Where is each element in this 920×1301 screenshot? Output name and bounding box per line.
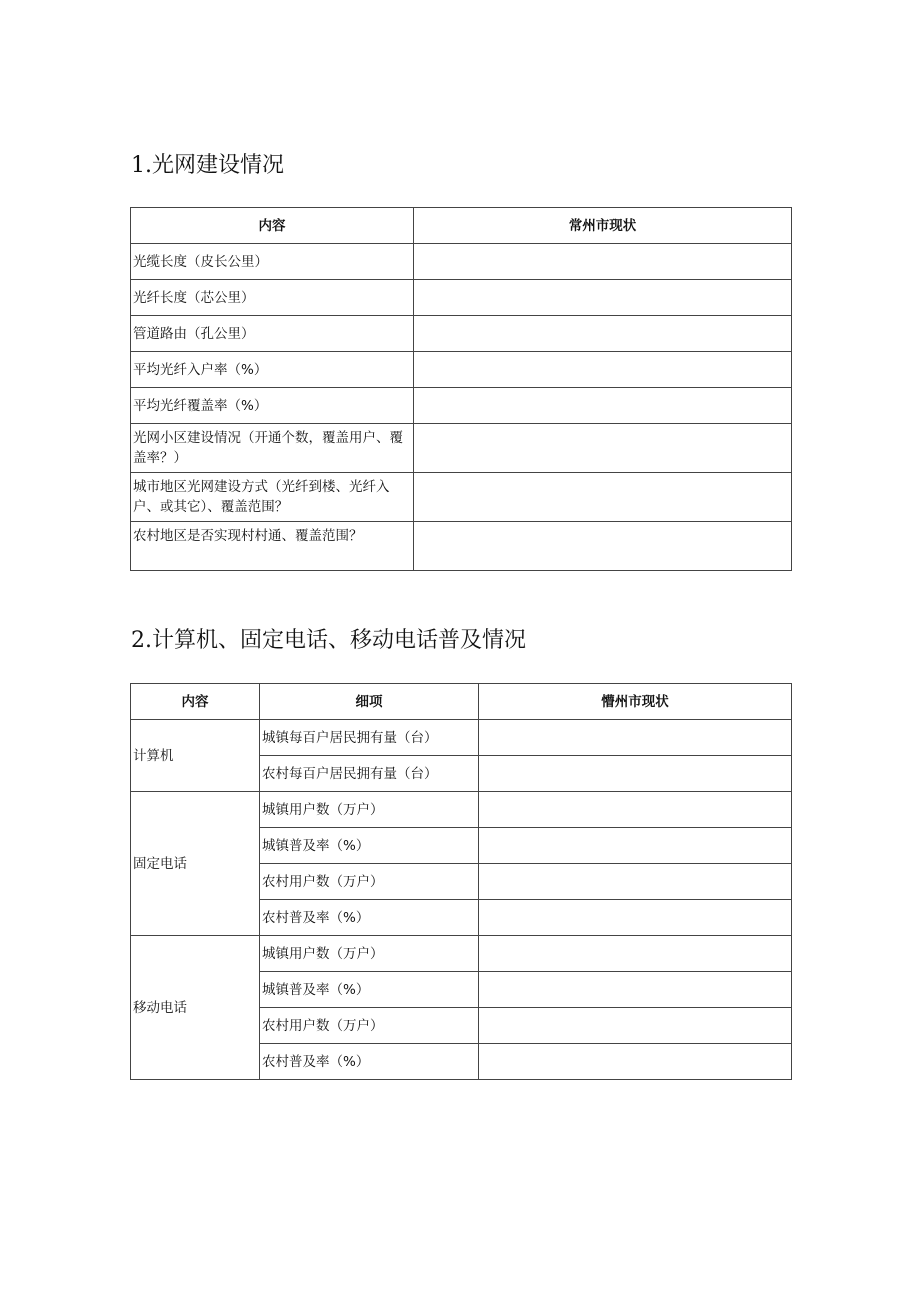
header-detail: 细项	[260, 684, 479, 720]
section-title-fiber: 1.光网建设情况	[131, 153, 284, 178]
table-header-row	[131, 208, 792, 244]
penetration-table	[130, 683, 792, 1080]
detail-label: 城镇用户数（万户）	[260, 792, 479, 828]
detail-label: 城镇每百户居民拥有量（台）	[260, 720, 479, 756]
row-label: 平均光纤入户率（%）	[131, 352, 414, 388]
row-value-cell[interactable]	[414, 473, 792, 522]
table-row	[131, 388, 792, 424]
row-value-cell[interactable]	[479, 792, 792, 828]
row-value-cell[interactable]	[414, 388, 792, 424]
header-content: 内容	[131, 684, 260, 720]
row-value-cell[interactable]	[479, 1008, 792, 1044]
header-status: 懵州市现状	[479, 684, 792, 720]
detail-label: 城镇普及率（%）	[260, 972, 479, 1008]
table-header-row	[131, 684, 792, 720]
table-row	[131, 280, 792, 316]
table-row	[131, 936, 792, 972]
group-label-mobile-phone: 移动电话	[131, 936, 260, 1080]
row-value-cell[interactable]	[479, 720, 792, 756]
detail-label: 农村每百户居民拥有量（台）	[260, 756, 479, 792]
section-title-penetration: 2.计算机、固定电话、移动电话普及情况	[131, 628, 526, 653]
table-row	[131, 424, 792, 473]
row-label: 平均光纤覆盖率（%）	[131, 388, 414, 424]
row-value-cell[interactable]	[414, 424, 792, 473]
row-value-cell[interactable]	[479, 756, 792, 792]
table-row	[131, 244, 792, 280]
table-row	[131, 473, 792, 522]
row-value-cell[interactable]	[414, 244, 792, 280]
table-row	[131, 792, 792, 828]
table-row	[131, 352, 792, 388]
detail-label: 农村用户数（万户）	[260, 864, 479, 900]
row-value-cell[interactable]	[479, 972, 792, 1008]
row-value-cell[interactable]	[479, 900, 792, 936]
row-value-cell[interactable]	[414, 316, 792, 352]
group-label-computer: 计算机	[131, 720, 260, 792]
row-value-cell[interactable]	[479, 864, 792, 900]
table-row	[131, 316, 792, 352]
row-value-cell[interactable]	[479, 828, 792, 864]
row-label: 农村地区是否实现村村通、覆盖范围？	[131, 522, 414, 571]
header-status: 常州市现状	[414, 208, 792, 244]
table-row	[131, 522, 792, 571]
row-label: 光网小区建设情况（开通个数，覆盖用户、覆盖率？）	[131, 424, 414, 473]
row-value-cell[interactable]	[414, 280, 792, 316]
detail-label: 农村普及率（%）	[260, 1044, 479, 1080]
row-label: 管道路由（孔公里）	[131, 316, 414, 352]
row-label: 光纤长度（芯公里）	[131, 280, 414, 316]
row-label: 城市地区光网建设方式（光纤到楼、光纤入户、或其它）、覆盖范围？	[131, 473, 414, 522]
header-content: 内容	[131, 208, 414, 244]
detail-label: 城镇普及率（%）	[260, 828, 479, 864]
detail-label: 城镇用户数（万户）	[260, 936, 479, 972]
detail-label: 农村普及率（%）	[260, 900, 479, 936]
fiber-network-table	[130, 207, 792, 571]
row-value-cell[interactable]	[414, 352, 792, 388]
row-value-cell[interactable]	[479, 936, 792, 972]
row-label: 光缆长度（皮长公里）	[131, 244, 414, 280]
detail-label: 农村用户数（万户）	[260, 1008, 479, 1044]
row-value-cell[interactable]	[479, 1044, 792, 1080]
row-value-cell[interactable]	[414, 522, 792, 571]
group-label-fixed-phone: 固定电话	[131, 792, 260, 936]
table-row	[131, 720, 792, 756]
